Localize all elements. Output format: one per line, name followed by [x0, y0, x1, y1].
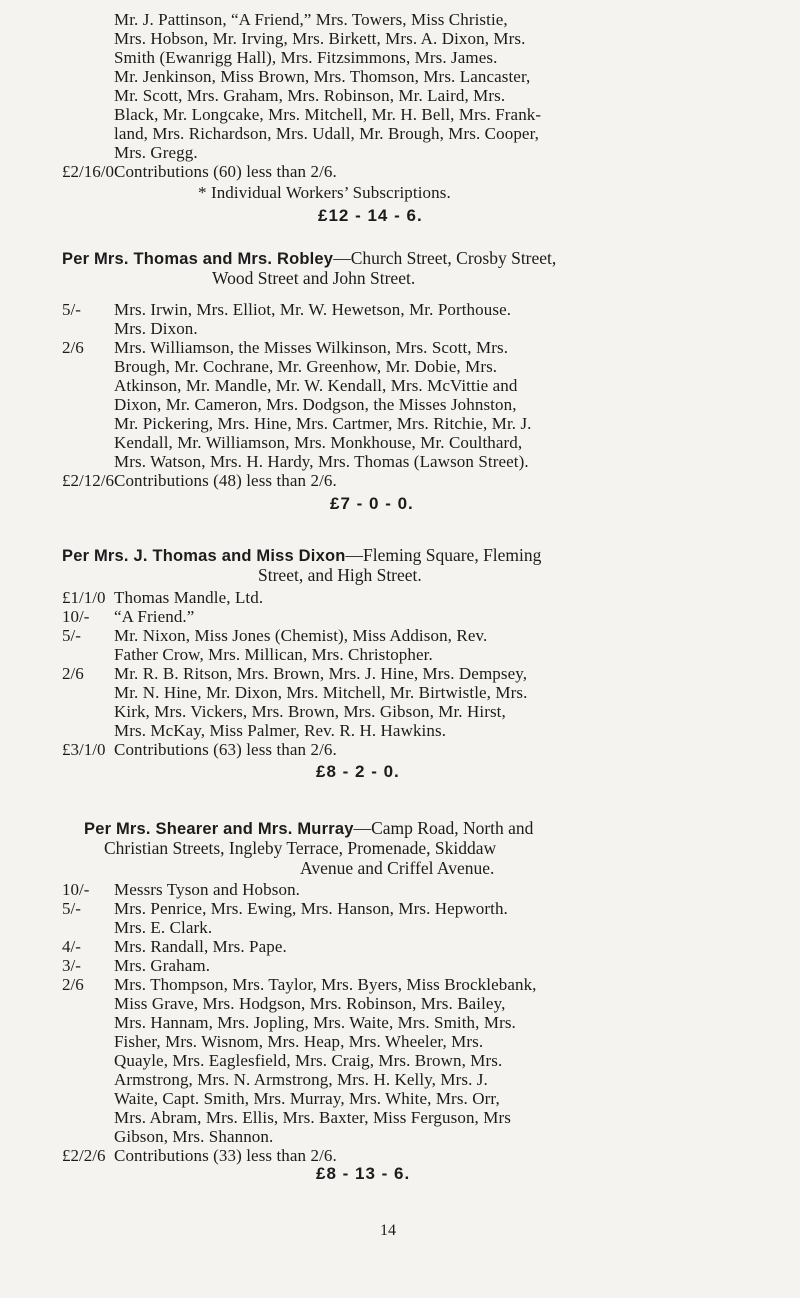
- text-line: Mrs. Dixon.: [114, 319, 198, 338]
- section-heading: [62, 545, 541, 566]
- text-line: Mr. Pickering, Mrs. Hine, Mrs. Cartmer, Mrs. Ritchie, Mr. J.: [114, 414, 532, 433]
- amount: 4/-: [62, 937, 81, 956]
- text-line: Mrs. E. Clark.: [114, 918, 213, 937]
- text-line: Mrs. Thompson, Mrs. Taylor, Mrs. Byers, Miss Brocklebank,: [114, 975, 537, 994]
- contributions-line: Contributions (33) less than 2/6.: [114, 1146, 337, 1165]
- section-heading: [62, 248, 556, 269]
- text-line: Mrs. Penrice, Mrs. Ewing, Mrs. Hanson, Mrs. Hepworth.: [114, 899, 508, 918]
- amount: 5/-: [62, 626, 81, 645]
- section-heading-cont: Wood Street and John Street.: [212, 268, 416, 288]
- text-line: Brough, Mr. Cochrane, Mr. Greenhow, Mr. Dobie, Mrs.: [114, 357, 498, 376]
- text-line: Atkinson, Mr. Mandle, Mr. W. Kendall, Mrs. McVittie and: [114, 376, 518, 395]
- text-line: Mrs. Abram, Mrs. Ellis, Mrs. Baxter, Miss Ferguson, Mrs: [114, 1108, 511, 1127]
- heading-streets: —Camp Road, North and: [353, 818, 534, 838]
- text-line: Smith (Ewanrigg Hall), Mrs. Fitzsimmons, Mrs. James.: [114, 48, 498, 67]
- text-line: Mrs. Williamson, the Misses Wilkinson, Mrs. Scott, Mrs.: [114, 338, 509, 357]
- amount: 10/-: [62, 880, 90, 899]
- text-line: land, Mrs. Richardson, Mrs. Udall, Mr. Brough, Mrs. Cooper,: [114, 124, 539, 143]
- footnote: * Individual Workers’ Subscriptions.: [198, 183, 451, 202]
- text-line: Messrs Tyson and Hobson.: [114, 880, 301, 899]
- text-line: Mrs. McKay, Miss Palmer, Rev. R. H. Hawkins.: [114, 721, 447, 740]
- heading-streets: —Fleming Square, Fleming: [345, 545, 542, 565]
- contributions-line: Contributions (63) less than 2/6.: [114, 740, 337, 759]
- text-line: Mr. Jenkinson, Miss Brown, Mrs. Thomson, Mrs. Lancaster,: [114, 67, 531, 86]
- section-heading-cont: Christian Streets, Ingleby Terrace, Promenade, Skiddaw: [104, 838, 497, 858]
- text-line: Mr. N. Hine, Mr. Dixon, Mrs. Mitchell, Mr. Birtwistle, Mrs.: [114, 683, 528, 702]
- section-total: £12 - 14 - 6.: [318, 206, 423, 225]
- amount: £2/16/0: [62, 162, 114, 181]
- text-line: “A Friend.”: [114, 607, 195, 626]
- heading-streets: —Church Street, Crosby Street,: [333, 248, 557, 268]
- section-heading-cont: Street, and High Street.: [258, 565, 422, 585]
- page-number: 14: [380, 1222, 396, 1239]
- text-line: Mrs. Hannam, Mrs. Jopling, Mrs. Waite, Mrs. Smith, Mrs.: [114, 1013, 516, 1032]
- text-line: Kirk, Mrs. Vickers, Mrs. Brown, Mrs. Gibson, Mr. Hirst,: [114, 702, 506, 721]
- section-heading: [84, 818, 533, 839]
- text-line: Mr. J. Pattinson, “A Friend,” Mrs. Towers, Miss Christie,: [114, 10, 508, 29]
- contributions-line: Contributions (48) less than 2/6.: [114, 471, 337, 490]
- text-line: Mr. Nixon, Miss Jones (Chemist), Miss Addison, Rev.: [114, 626, 488, 645]
- text-line: Miss Grave, Mrs. Hodgson, Mrs. Robinson, Mrs. Bailey,: [114, 994, 506, 1013]
- amount: 10/-: [62, 607, 90, 626]
- amount: 2/6: [62, 338, 84, 357]
- text-line: Mrs. Gregg.: [114, 143, 198, 162]
- amount: £3/1/0: [62, 740, 106, 759]
- heading-collectors: Per Mrs. J. Thomas and Miss Dixon: [62, 547, 346, 565]
- text-line: Kendall, Mr. Williamson, Mrs. Monkhouse, Mr. Coulthard,: [114, 433, 523, 452]
- text-line: Mrs. Graham.: [114, 956, 211, 975]
- section-total: £8 - 13 - 6.: [316, 1164, 411, 1183]
- contributions-line: Contributions (60) less than 2/6.: [114, 162, 337, 181]
- text-line: Father Crow, Mrs. Millican, Mrs. Christopher.: [114, 645, 433, 664]
- text-line: Waite, Capt. Smith, Mrs. Murray, Mrs. White, Mrs. Orr,: [114, 1089, 500, 1108]
- section-total: £8 - 2 - 0.: [316, 762, 400, 781]
- text-line: Mr. Scott, Mrs. Graham, Mrs. Robinson, Mr. Laird, Mrs.: [114, 86, 506, 105]
- amount: 5/-: [62, 300, 81, 319]
- amount: £1/1/0: [62, 588, 106, 607]
- text-line: Mrs. Irwin, Mrs. Elliot, Mr. W. Hewetson, Mr. Porthouse.: [114, 300, 512, 319]
- heading-collectors: Per Mrs. Shearer and Mrs. Murray: [84, 820, 354, 838]
- amount: 2/6: [62, 664, 84, 683]
- amount: 3/-: [62, 956, 81, 975]
- text-line: Thomas Mandle, Ltd.: [114, 588, 264, 607]
- amount: £2/12/6: [62, 471, 114, 490]
- text-line: Mr. R. B. Ritson, Mrs. Brown, Mrs. J. Hine, Mrs. Dempsey,: [114, 664, 528, 683]
- amount: £2/2/6: [62, 1146, 106, 1165]
- text-line: Mrs. Watson, Mrs. H. Hardy, Mrs. Thomas (Lawson Street).: [114, 452, 529, 471]
- text-line: Black, Mr. Longcake, Mrs. Mitchell, Mr. H. Bell, Mrs. Frank-: [114, 105, 542, 124]
- amount: 2/6: [62, 975, 84, 994]
- section-heading-cont: Avenue and Criffel Avenue.: [300, 858, 495, 878]
- section-total: £7 - 0 - 0.: [330, 494, 414, 513]
- text-line: Dixon, Mr. Cameron, Mrs. Dodgson, the Misses Johnston,: [114, 395, 517, 414]
- amount: 5/-: [62, 899, 81, 918]
- text-line: Fisher, Mrs. Wisnom, Mrs. Heap, Mrs. Wheeler, Mrs.: [114, 1032, 484, 1051]
- heading-collectors: Per Mrs. Thomas and Mrs. Robley: [62, 250, 334, 268]
- text-line: Mrs. Hobson, Mr. Irving, Mrs. Birkett, Mrs. A. Dixon, Mrs.: [114, 29, 526, 48]
- text-line: Armstrong, Mrs. N. Armstrong, Mrs. H. Kelly, Mrs. J.: [114, 1070, 488, 1089]
- text-line: Gibson, Mrs. Shannon.: [114, 1127, 274, 1146]
- text-line: Mrs. Randall, Mrs. Pape.: [114, 937, 287, 956]
- text-line: Quayle, Mrs. Eaglesfield, Mrs. Craig, Mrs. Brown, Mrs.: [114, 1051, 503, 1070]
